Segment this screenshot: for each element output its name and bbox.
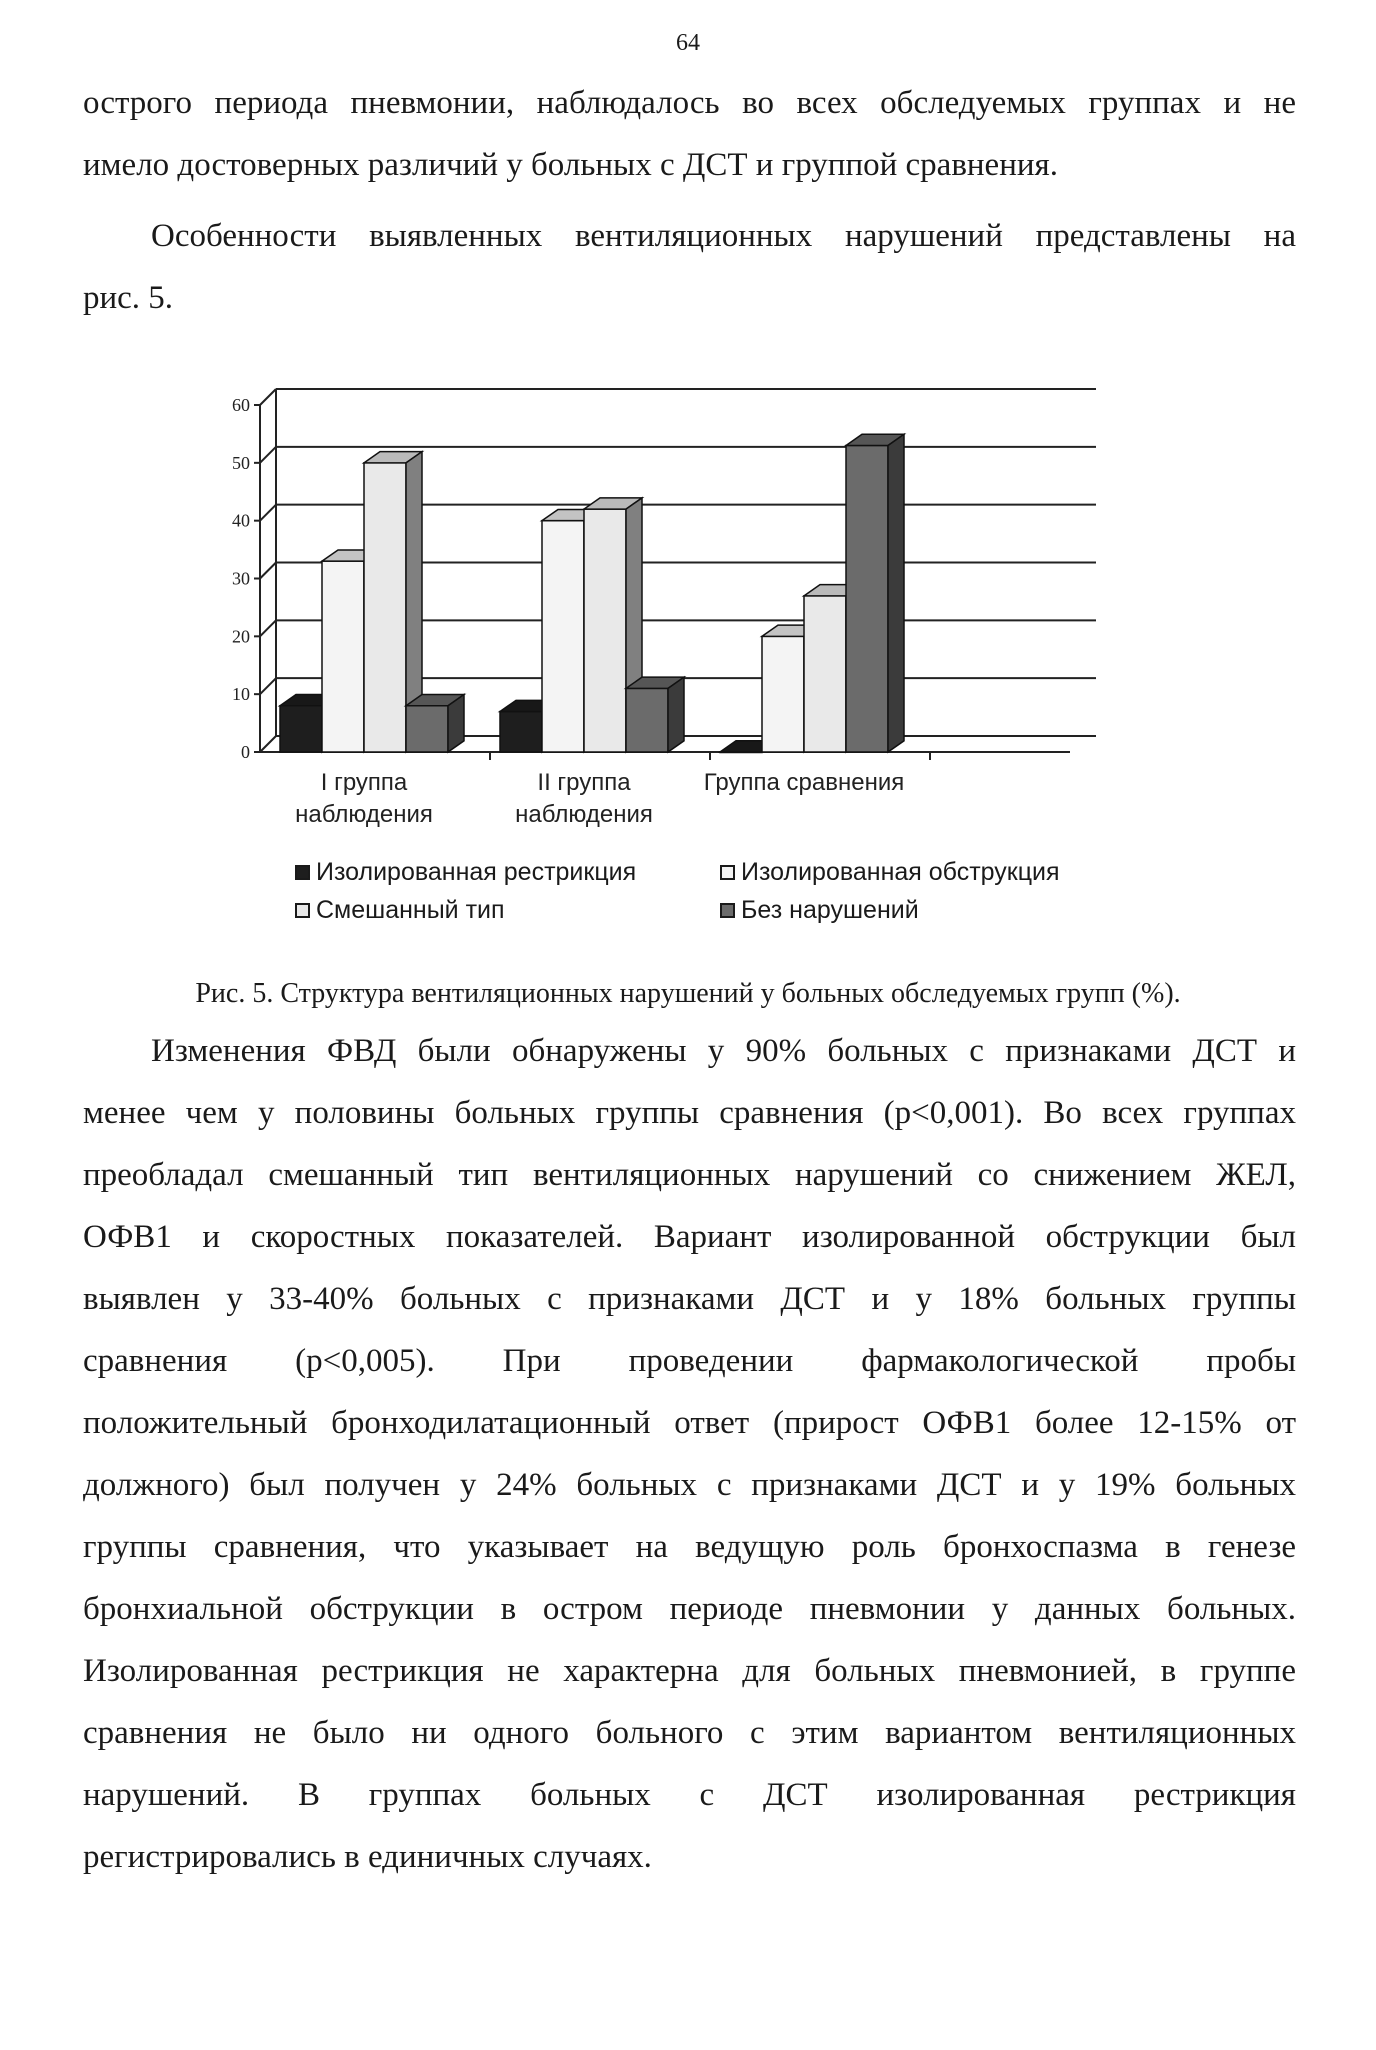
bar-side [448,695,464,752]
y-tick-label: 60 [232,395,250,415]
y-tick-label: 20 [232,626,250,647]
gridline-connector [260,620,276,636]
text-line: ОФВ1 и скоростных показателей. Вариант изолированной обструкции был [83,1219,1296,1255]
legend-item [295,896,505,925]
paragraph-main [83,1020,1296,1888]
bar [500,712,542,752]
text-line: выявлен у 33-40% больных с признаками ДСТ и у 18% больных группы [83,1281,1296,1317]
legend-label: Изолированная рестрикция [316,858,637,886]
bar [364,463,406,752]
legend-item [720,896,919,925]
text-line: сравнения (p<0,005). При проведении фармакологической пробы [83,1343,1296,1379]
text-line: положительный бронходилатационный ответ (прирост ОФВ1 более 12-15% от [83,1405,1296,1441]
bar [322,561,364,752]
y-tick-label: 50 [232,452,250,473]
text-line: Изменения ФВД были обнаружены у 90% больных с признаками ДСТ и [151,1033,1296,1069]
legend-label: Изолированная обструкция [741,858,1060,886]
x-tick-label: наблюдения [295,801,433,828]
text-line: рис. 5. [83,280,174,316]
x-tick-label: наблюдения [515,801,653,828]
y-tick-label: 10 [232,684,250,705]
legend-swatch [295,903,310,918]
text-line: преобладал смешанный тип вентиляционных нарушений со снижением ЖЕЛ, [83,1157,1296,1193]
bar-side [888,434,904,752]
text-line: регистрировались в единичных случаях. [83,1839,652,1875]
legend-swatch [720,865,735,880]
text-line: нарушений. В группах больных с ДСТ изолированная рестрикция [83,1777,1296,1813]
text-line: острого периода пневмонии, наблюдалось во всех обследуемых группах и не [83,85,1296,121]
text-line: Особенности выявленных вентиляционных нарушений представлены на [151,218,1296,254]
page-number: 64 [676,30,700,56]
gridline-connector [260,736,276,752]
bar [542,521,584,752]
bar [804,596,846,752]
y-tick-label: 0 [241,742,250,762]
text-line: должного) был получен у 24% больных с признаками ДСТ и у 19% больных [83,1467,1296,1503]
text-line: бронхиальной обструкции в остром периоде пневмонии у данных больных. [83,1591,1296,1627]
paragraph-intro [83,72,1296,196]
y-tick-label: 30 [232,568,250,589]
gridline-connector [260,505,276,521]
legend-label: Без нарушений [741,896,919,924]
gridline-connector [260,563,276,579]
figure-caption: Рис. 5. Структура вентиляционных нарушений у больных обследуемых групп (%). [195,978,1181,1009]
x-tick-label: I группа [320,769,408,796]
bar [280,706,322,752]
legend-swatch [295,865,310,880]
text-line: сравнения не было ни одного больного с этим вариантом вентиляционных [83,1715,1296,1751]
legend-label: Смешанный тип [316,896,505,924]
gridline-connector [260,389,276,405]
gridline-connector [260,447,276,463]
text-line: менее чем у половины больных группы сравнения (p<0,001). Во всех группах [83,1095,1296,1131]
bar [584,509,626,752]
legend-item [295,858,636,887]
text-line: Изолированная рестрикция не характерна для больных пневмонией, в группе [83,1653,1296,1689]
x-tick-label: Группа сравнения [703,769,905,796]
text-line: имело достоверных различий у больных с ДСТ и группой сравнения. [83,147,1058,183]
gridline-connector [260,678,276,694]
text-line: группы сравнения, что указывает на ведущую роль бронхоспазма в генезе [83,1529,1296,1565]
bar [762,636,804,752]
paragraph-figure-ref [83,205,1296,329]
y-tick-label: 40 [232,510,250,531]
bar [406,706,448,752]
bar-chart [190,380,1170,850]
bar [846,445,888,752]
bar-side [668,677,684,752]
legend-item [720,858,1060,887]
bar [626,688,668,752]
x-tick-label: II группа [537,769,631,796]
legend-swatch [720,903,735,918]
